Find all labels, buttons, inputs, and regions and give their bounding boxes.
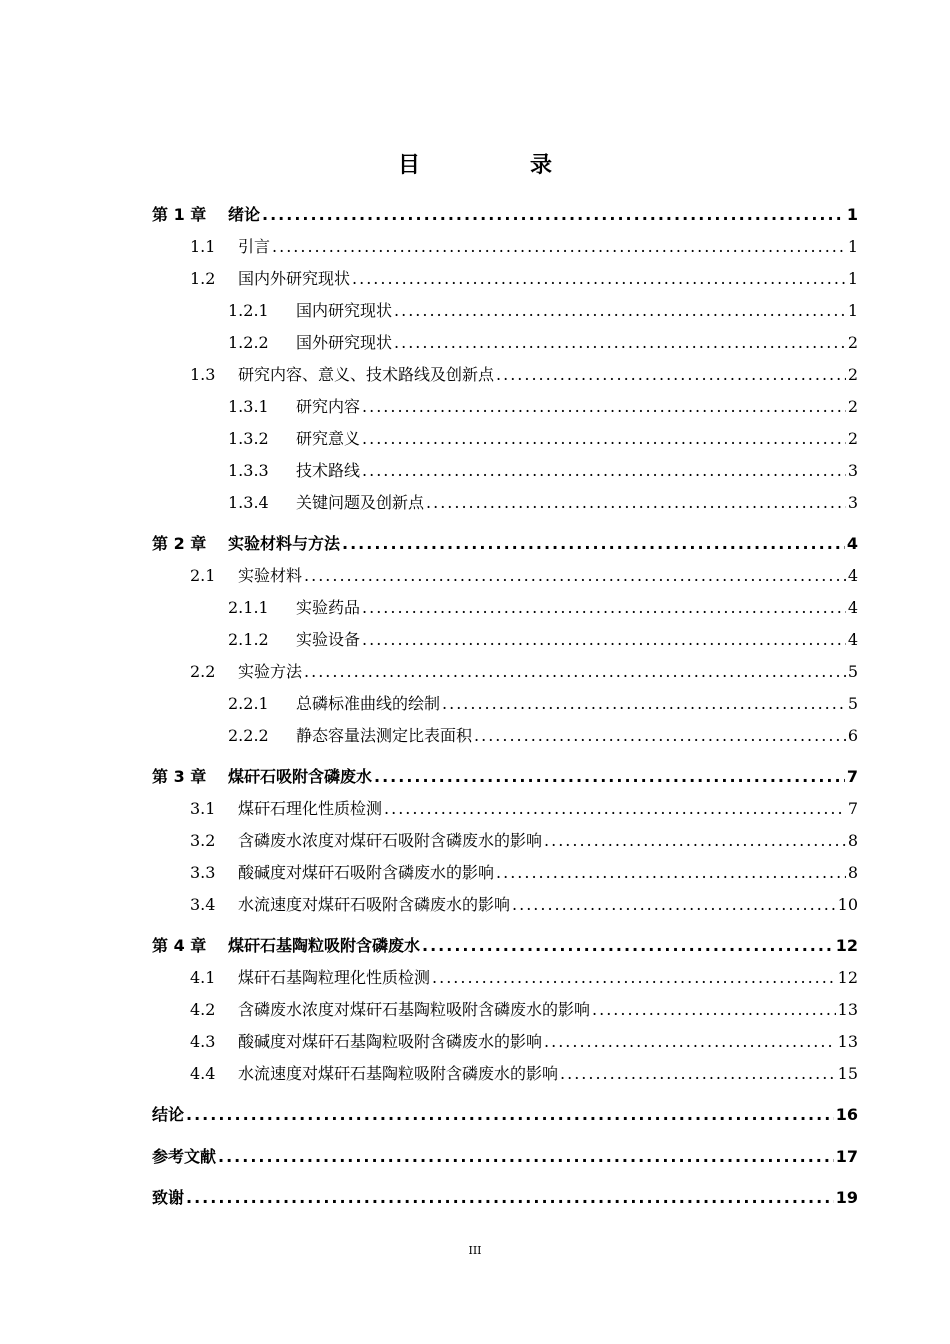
dot-leader — [426, 491, 846, 515]
toc-entry-title: 绪论 — [228, 205, 261, 224]
page-number: III — [468, 1244, 482, 1257]
toc-entry-title: 实验方法 — [238, 662, 303, 681]
page-title: 目 录 — [397, 153, 596, 178]
toc-chapter-entry[interactable] — [152, 1103, 858, 1127]
toc-entry-page: 2 — [847, 365, 858, 384]
toc-entry-page: 12 — [835, 936, 858, 955]
toc-entry-page: 12 — [837, 968, 858, 987]
toc-entry[interactable] — [228, 427, 858, 451]
toc-entry-title: 煤矸石基陶粒理化性质检测 — [238, 968, 431, 987]
toc-entry-title: 研究内容、意义、技术路线及创新点 — [238, 365, 495, 384]
toc-entry-number: 1.1 — [190, 237, 216, 256]
toc-entry[interactable] — [228, 459, 858, 483]
dot-leader — [186, 1103, 834, 1127]
dot-leader — [262, 203, 845, 227]
dot-leader — [474, 724, 846, 748]
toc-entry[interactable] — [228, 331, 858, 355]
toc-entry[interactable] — [190, 564, 858, 588]
toc-entry[interactable] — [190, 829, 858, 853]
toc-entry-number: 2.2.2 — [228, 726, 269, 745]
toc-entry-title: 国内外研究现状 — [238, 269, 351, 288]
toc-entry-page: 5 — [847, 694, 858, 713]
toc-entry-title: 实验药品 — [296, 598, 361, 617]
toc-entry-title: 含磷废水浓度对煤矸石基陶粒吸附含磷废水的影响 — [238, 1000, 591, 1019]
toc-entry[interactable] — [190, 861, 858, 885]
toc-entry-number: 1.2.2 — [228, 333, 269, 352]
toc-entry-title: 技术路线 — [296, 461, 361, 480]
toc-entry-title: 酸碱度对煤矸石吸附含磷废水的影响 — [238, 863, 495, 882]
toc-entry-page: 7 — [847, 799, 858, 818]
dot-leader — [362, 596, 846, 620]
dot-leader — [544, 829, 846, 853]
toc-entry-number: 1.3 — [190, 365, 216, 384]
toc-entry[interactable] — [190, 1030, 858, 1054]
toc-entry-title: 参考文献 — [152, 1147, 217, 1166]
toc-entry-title: 研究内容 — [296, 397, 361, 416]
toc-entry-page: 6 — [847, 726, 858, 745]
toc-entry-number: 2.1.1 — [228, 598, 269, 617]
toc-entry-number: 1.3.3 — [228, 461, 269, 480]
dot-leader — [422, 934, 834, 958]
toc-entry-page: 10 — [837, 895, 858, 914]
toc-entry-page: 4 — [846, 534, 858, 553]
dot-leader — [352, 267, 846, 291]
toc-entry[interactable] — [190, 893, 858, 917]
toc-chapter-entry[interactable] — [152, 1186, 858, 1210]
dot-leader — [442, 692, 846, 716]
toc-entry-page: 13 — [837, 1000, 858, 1019]
dot-leader — [374, 765, 845, 789]
toc-entry-page: 5 — [847, 662, 858, 681]
toc-entry-title: 煤矸石基陶粒吸附含磷废水 — [228, 936, 421, 955]
toc-entry[interactable] — [190, 363, 858, 387]
toc-entry[interactable] — [190, 966, 858, 990]
toc-entry-page: 4 — [847, 566, 858, 585]
toc-entry-number: 1.3.1 — [228, 397, 269, 416]
toc-entry-title: 引言 — [238, 237, 271, 256]
toc-entry-page: 3 — [847, 461, 858, 480]
toc-entry-number: 第 2 章 — [152, 534, 207, 553]
toc-entry-page: 19 — [835, 1188, 858, 1207]
toc-entry[interactable] — [228, 692, 858, 716]
toc-entry-title: 结论 — [152, 1105, 185, 1124]
toc-entry-number: 1.3.2 — [228, 429, 269, 448]
toc-entry-title: 水流速度对煤矸石基陶粒吸附含磷废水的影响 — [238, 1064, 559, 1083]
toc-entry-title: 静态容量法测定比表面积 — [296, 726, 473, 745]
toc-entry-title: 水流速度对煤矸石吸附含磷废水的影响 — [238, 895, 511, 914]
dot-leader — [560, 1062, 836, 1086]
toc-entry-title: 含磷废水浓度对煤矸石吸附含磷废水的影响 — [238, 831, 543, 850]
dot-leader — [218, 1145, 834, 1169]
dot-leader — [496, 861, 846, 885]
toc-entry[interactable] — [190, 1062, 858, 1086]
toc-entry-title: 煤矸石吸附含磷废水 — [228, 767, 373, 786]
toc-entry-page: 3 — [847, 493, 858, 512]
dot-leader — [304, 564, 846, 588]
toc-entry[interactable] — [228, 395, 858, 419]
toc-entry[interactable] — [190, 267, 858, 291]
toc-entry-number: 3.3 — [190, 863, 216, 882]
dot-leader — [432, 966, 836, 990]
toc-entry[interactable] — [190, 998, 858, 1022]
toc-entry-title: 实验设备 — [296, 630, 361, 649]
toc-entry[interactable] — [190, 235, 858, 259]
toc-entry-title: 国内研究现状 — [296, 301, 393, 320]
toc-entry-number: 4.1 — [190, 968, 216, 987]
toc-entry-number: 4.3 — [190, 1032, 216, 1051]
toc-entry-number: 3.2 — [190, 831, 216, 850]
toc-entry-title: 实验材料与方法 — [228, 534, 341, 553]
toc-entry-number: 2.1 — [190, 566, 216, 585]
toc-entry-page: 16 — [835, 1105, 858, 1124]
toc-entry-title: 致谢 — [152, 1188, 185, 1207]
toc-entry-title: 实验材料 — [238, 566, 303, 585]
toc-entry-number: 2.2 — [190, 662, 216, 681]
dot-leader — [362, 427, 846, 451]
toc-chapter-entry[interactable] — [152, 1145, 858, 1169]
toc-entry-page: 4 — [847, 598, 858, 617]
dot-leader — [394, 331, 846, 355]
dot-leader — [362, 459, 846, 483]
toc-entry[interactable] — [190, 660, 858, 684]
toc-entry-page: 1 — [847, 237, 858, 256]
toc-entry-page: 1 — [847, 269, 858, 288]
toc-entry-page: 1 — [846, 205, 858, 224]
toc-entry-page: 8 — [847, 831, 858, 850]
toc-entry[interactable] — [228, 596, 858, 620]
toc-chapter-entry[interactable] — [152, 765, 858, 789]
dot-leader — [544, 1030, 836, 1054]
toc-chapter-entry[interactable] — [152, 532, 858, 556]
toc-entry-number: 第 3 章 — [152, 767, 207, 786]
dot-leader — [512, 893, 836, 917]
dot-leader — [362, 628, 846, 652]
toc-entry-title: 研究意义 — [296, 429, 361, 448]
toc-entry-number: 2.1.2 — [228, 630, 269, 649]
toc-entry-title: 国外研究现状 — [296, 333, 393, 352]
toc-entry-page: 13 — [837, 1032, 858, 1051]
toc-entry-page: 1 — [847, 301, 858, 320]
toc-entry-page: 17 — [835, 1147, 858, 1166]
toc-entry-title: 酸碱度对煤矸石基陶粒吸附含磷废水的影响 — [238, 1032, 543, 1051]
toc-entry-number: 4.2 — [190, 1000, 216, 1019]
dot-leader — [186, 1186, 834, 1210]
toc-entry-title: 关键问题及创新点 — [296, 493, 425, 512]
dot-leader — [384, 797, 846, 821]
toc-entry-page: 2 — [847, 397, 858, 416]
toc-entry-page: 4 — [847, 630, 858, 649]
toc-entry-number: 1.3.4 — [228, 493, 269, 512]
dot-leader — [394, 299, 846, 323]
toc-entry[interactable] — [228, 628, 858, 652]
dot-leader — [362, 395, 846, 419]
toc-entry-number: 4.4 — [190, 1064, 216, 1083]
toc-entry-title: 煤矸石理化性质检测 — [238, 799, 383, 818]
toc-entry-number: 第 1 章 — [152, 205, 207, 224]
dot-leader — [496, 363, 846, 387]
toc-entry-title: 总磷标准曲线的绘制 — [296, 694, 441, 713]
toc-entry-number: 3.1 — [190, 799, 216, 818]
toc-chapter-entry[interactable] — [152, 934, 858, 958]
toc-entry[interactable] — [228, 724, 858, 748]
toc-entry[interactable] — [228, 491, 858, 515]
toc-entry-page: 2 — [847, 333, 858, 352]
toc-chapter-entry[interactable] — [152, 203, 858, 227]
toc-entry-number: 3.4 — [190, 895, 216, 914]
toc-entry-number: 1.2 — [190, 269, 216, 288]
toc-entry-page: 8 — [847, 863, 858, 882]
toc-entry-number: 第 4 章 — [152, 936, 207, 955]
toc-entry-page: 7 — [846, 767, 858, 786]
toc-entry[interactable] — [228, 299, 858, 323]
toc-entry-number: 2.2.1 — [228, 694, 269, 713]
toc-entry-number: 1.2.1 — [228, 301, 269, 320]
toc-entry-page: 15 — [837, 1064, 858, 1083]
dot-leader — [272, 235, 846, 259]
dot-leader — [342, 532, 845, 556]
dot-leader — [592, 998, 836, 1022]
dot-leader — [304, 660, 846, 684]
toc-entry-page: 2 — [847, 429, 858, 448]
toc-entry[interactable] — [190, 797, 858, 821]
